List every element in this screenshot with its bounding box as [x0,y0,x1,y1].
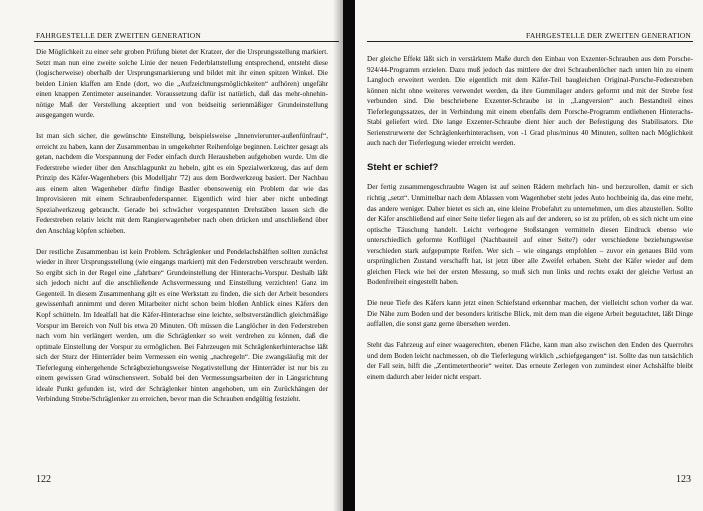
left-paragraph-1: Die Möglichkeit zu einer sehr groben Prüfung bietet der Kratzer, der die Ursprungsstellung markiert. Setzt man nun eine zweite solche Linie der neuen Federblattstellung entsprechend, entsteht diese (logischerweise) oberhalb der Ursprungsmarkierung und bildet mit ihr einen spitzen Winkel. Die beiden Linien klaffen am Ende (dort, wo die „Aufzeichnungsmöglichkeiten“ aufhören) ungefähr einen knappen Zentimeter auseinander. Voraussetzung dafür ist natürlich, daß das mehr-ohnehin-nötige Maß der Verstellung akzeptiert und von beidseitig serienmäßiger Grundeinstellung ausgegangen wurde. [36,48,328,120]
right-running-head: FAHRGESTELLE DER ZWEITEN GENERATION [526,31,691,40]
left-page-number: 122 [36,474,51,485]
right-body-text [367,54,693,392]
right-page-number: 123 [676,474,691,485]
left-page [0,0,349,511]
left-paragraph-2: Ist man sich sicher, die gewünschte Einstellung, beispielsweise „Innenvierunter-außenfünfrauf“, erreicht zu haben, kann der Zusammenbau in umgekehrter Reihenfolge beginnen. Leichter gesagt als getan, nachdem die Vorspannung der Feder einfach durch Herausheben aufgehoben wurde. Um die Federstrebe wieder über den Anschlagpunkt zu hebeln, gibt es ein Spezialwerkzeug, das auf dem Prinzip des Käfer-Wagenhebers (bis Modelljahr '72) aus dem Bordwerkzeug basiert. Der Nachbau aus einem alten Wagenheber dürfte findige Bastler ebensowenig ein Problem dar wie das Improvisieren mit einem Schraubenfederspanner. Eigentlich wird hier aber nicht unbedingt Spezialwerkzeug gebraucht. Gerade bei schwächer vorgespannten Drehstäben lassen sich die Federstreben relativ leicht mit dem Rangierwagenheber nach oben drücken und anschließend über den Anschlag köpfen schieben. [36,132,328,235]
section-heading: Steht er schief? [367,161,439,173]
right-page [355,0,703,511]
left-running-head: FAHRGESTELLE DER ZWEITEN GENERATION [36,31,201,40]
right-paragraph-2: Der fertig zusammengeschraubte Wagen ist auf seinen Rädern mehrfach hin- und herzurollen, damit er sich richtig „setzt“. Unmittelbar nach dem Ablassen vom Wagenheber steht jedes Auto hochbeinig da, das eine mehr, das andere weniger. Daher bietet es sich an, eine kleine Probefahrt zu unternehmen, um dies abzustellen. Sollte der Käfer anschließend auf einer Seite tiefer liegen als auf der anderen, so ist zu prüfen, ob es sich nicht um eine optische Täuschung handelt. Leicht verbogene Stoßstangen vermitteln diesen Eindruck ebenso wie unterschiedlich geformte Kotflügel (Nachbauteil auf einer Seite?) oder verschiedene beziehungsweise verschieden stark aufgepumpte Reifen. Wer sich – wie eingangs empfohlen – zuvor ein genaues Bild vom ursprünglichen Zustand verschafft hat, ist jetzt über alle Zweifel erhaben. Steht der Käfer wieder auf dem gleichen Fleck wie bei der ersten Messung, so muß sich nun links und rechts exakt der gleiche Verlust an Bodenfreiheit eingestellt haben. [367,183,693,287]
left-body-text [36,47,328,415]
left-header-rule [34,41,339,42]
left-paragraph-3: Der restliche Zusammenbau ist kein Problem. Schräglenker und Pendelachshälften sollten zunächst wieder in ihrer Ursprungsstellung (wie eingangs markiert) mit den Federstreben verschraubt werden. So ergibt sich in der Regel eine „fahrbare“ Grundeinstellung der Hinterachs-Vorspur. Deshalb läßt sich jedoch nicht auf die anschließende Achsvermessung und Einstellung verzichten! Ganz im Gegenteil. In diesem Zusammenhang gilt es eine Werkstatt zu finden, die sich der Arbeit besonders gewissenhaft annimmt und deren Mitarbeiter nicht schon beim bloßen Anblick eines Käfers den Kopf schütteln. Im Idealfall hat die Käfer-Hinterachse eine leichte, selbstverständlich gleichmäßige Vorspur im Bereich von Null bis etwa 20 Minuten. Oft müssen die Langlöcher in den Federstreben nach vorn hin verlängert werden, um die Schräglenker so weit verdrehen zu können, daß die optimale Einstellung der Vorspur zu ermöglichen. Bei Fahrzeugen mit Schräglenkerhinterachse läßt sich der Sturz der Hinterräder beim Vermessen ein wenig „nachregeln“. Die zwangsläufig mit der Tieferlegung einhergehende Schrägbeziehungsweise Negativstellung der Hinterräder ist nur bis zu einem gewissen Grad wünschenswert. Sobald bei den Vermessungsarbeiten der in Längsrichtung ideale Punkt gefunden ist, wird der Schräglenker hinten angehoben, um ein Zurückhängen der Verbindung Strebe/Schräglenker zu erreichen, bevor man die Schrauben endgültig festzieht. [36,247,328,404]
right-paragraph-3: Die neue Tiefe des Käfers kann jetzt einen Schiefstand erkennbar machen, der vielleicht schon vorher da war. Die Nähe zum Boden und der besonders kritische Blick, mit dem man die eigene Arbeit begutachtet, läßt Dinge auffallen, die sonst ganz gerne übersehen werden. [367,299,693,329]
right-paragraph-4: Steht das Fahrzeug auf einer waagerechten, ebenen Fläche, kann man also zwischen den Enden des Querrohrs und dem Boden leicht nachmessen, ob die Tieferlegung wirklich „schiefgegangen“ ist. Sollte das nun tatsächlich der Fall sein, hilft die „Zentimetertheorie“ weiter. Das erneute Zerlegen von zumindest einer Achshälfte bleibt einem dadurch aber leider nicht erspart. [367,340,693,381]
right-paragraph-1: Der gleiche Effekt läßt sich in verstärktem Maße durch den Einbau von Exzenter-Schrauben aus dem Porsche-924/44-Programm erzielen. Dazu muß jedoch das mittlere der drei Schraubenlöcher nach unten hin zu einem Langloch erweitert werden. Die eigentlich mit dem Käfer-Teil baugleichen Original-Porsche-Federstreben können nicht ohne weiteres verwendet werden, da ihre Gummilager anders geformt und mit der Strebe fest verbunden sind. Die beschriebene Exzenter-Schraube ist in „Langversion“ auch Bestandteil eines Tieferlegungssatzes, der in Verbindung mit einem ebenfalls dem Porsche-Programm entliehenen Hinterachs-Stabi geliefert wird. Die lange Exzenter-Schraube dient hier auch der Befestigung des Stabilisators. Die Serienstrurwerte der Schräglenkerhinterachsen, von -1 Grad plus/minus 40 Minuten, sollten nach Möglichkeit auch nach der Tieferlegung wieder erreicht werden. [367,55,693,148]
right-header-rule [367,41,693,42]
